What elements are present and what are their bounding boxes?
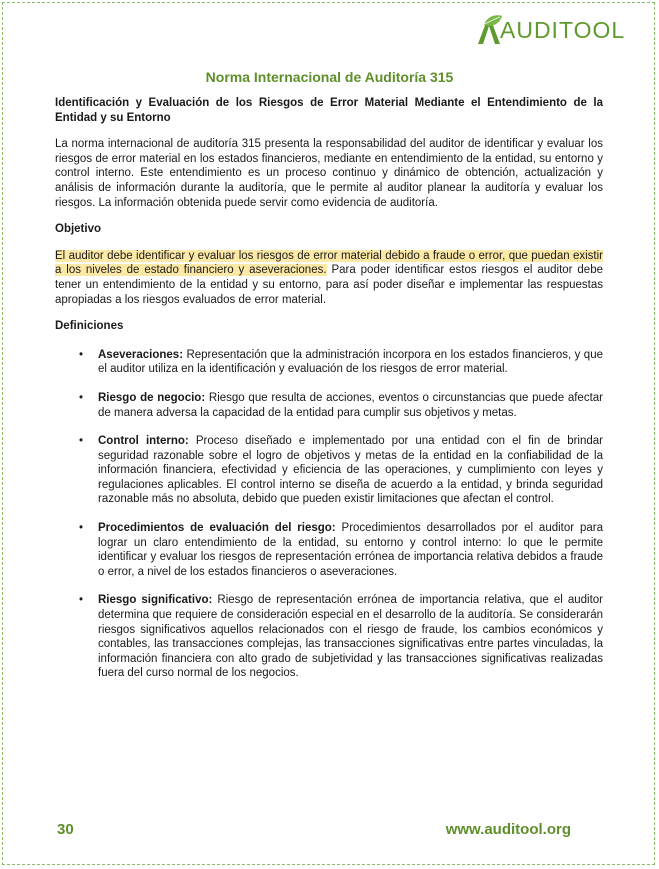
- definition-text: Proceso diseñado e implementado por una entidad con el fin de brindar seguridad razonable sobre el logro de objetivos y metas de la entidad en la confiabilidad de la información financiera, efectividad y eficiencia de las operaciones, y cumplimiento con leyes y regulaciones aplicables. El control interno se diseña de acuerdo a la entidad, y brinda seguridad razonable más no absoluta, debido que pueden existir limitaciones que afectan el control.: [98, 435, 603, 506]
- objective-text: Para poder identificar estos riesgos el auditor debe tener un entendimiento de la entidad y su entorno, para así poder diseñar e implementar las respuestas apropiadas a los riesgos evaluados de error material.: [55, 264, 603, 306]
- document-subtitle: Identificación y Evaluación de los Riesgos de Error Material Mediante el Entendimiento de la Entidad y su Entorno: [55, 97, 603, 124]
- definition-text: Representación que la administración incorpora en los estados financieros, y que el auditor utiliza en la identificación y evaluación de los riesgos de error material.: [98, 348, 603, 376]
- objective-paragraph: [55, 249, 603, 307]
- definition-term: Procedimientos de evaluación del riesgo:: [98, 522, 336, 535]
- intro-paragraph: La norma internacional de auditoría 315 presenta la responsabilidad del auditor de identificar y evaluar los riesgos de error material en los estados financieros, mediante en entendimiento de la entidad, su entorno y control interno. Este entendimiento es un proceso continuo y dinámico de obtención, actualización y análisis de información durante la auditoría, que le permite al auditor planear la auditoría y evaluar los riesgos. La información obtenida puede servir como evidencia de auditoría.: [55, 138, 603, 209]
- definition-term: Riesgo de negocio:: [98, 391, 206, 404]
- definition-term: Control interno:: [98, 435, 189, 448]
- definitions-list: [55, 348, 603, 681]
- bullet-icon: •: [79, 435, 84, 448]
- bullet-icon: •: [79, 522, 84, 535]
- definition-term: Riesgo significativo:: [98, 594, 213, 607]
- definition-text: Riesgo de representación errónea de importancia relativa, que el auditor determina que requiere de consideración especial en el desarrollo de la auditoría. Se considerarán riesgos significativos aquellos relacionados con el riesgo de fraude, los cambios económicos y contables, las transacciones complejas, las transacciones significativas entre partes vinculadas, la información financiera con alto grado de subjetividad y las transacciones significativas realizadas fuera del curso normal de los negocios.: [98, 594, 603, 680]
- bullet-icon: •: [79, 594, 84, 607]
- auditool-logo[interactable]: [474, 13, 626, 47]
- bullet-icon: •: [79, 391, 84, 404]
- document-body: [55, 96, 603, 695]
- objective-heading: Objetivo: [55, 223, 102, 236]
- definition-item: [55, 348, 603, 377]
- definition-item: [55, 521, 603, 579]
- definition-item: [55, 391, 603, 420]
- page-number: 30: [57, 821, 74, 838]
- bullet-icon: •: [79, 348, 84, 361]
- definition-item: [55, 593, 603, 681]
- definition-item: [55, 434, 603, 507]
- definition-text: Riesgo que resulta de acciones, eventos o circunstancias que puede afectar de manera adversa la capacidad de la entidad para cumplir sus objetivos y metas.: [98, 391, 603, 419]
- definition-term: Aseveraciones:: [98, 348, 184, 361]
- highlighted-text: El auditor debe identificar y evaluar los riesgos de error material debido a fraude o error, que puedan existir a los niveles de estado financiero y aseveraciones.: [55, 249, 603, 277]
- website-link[interactable]: www.auditool.org: [445, 821, 571, 838]
- definition-text: Procedimientos desarrollados por el auditor para lograr un claro entendimiento de la entidad, su entorno y control interno: lo que le permite identificar y evaluar los riesgos de representación errónea de importancia relativa debidos a fraude o error, a nivel de los estados financieros o aseveraciones.: [98, 522, 603, 578]
- document-title: Norma Internacional de Auditoría 315: [205, 69, 454, 85]
- logo-text: AUDITOOL: [500, 16, 626, 43]
- definitions-heading: Definiciones: [55, 320, 124, 333]
